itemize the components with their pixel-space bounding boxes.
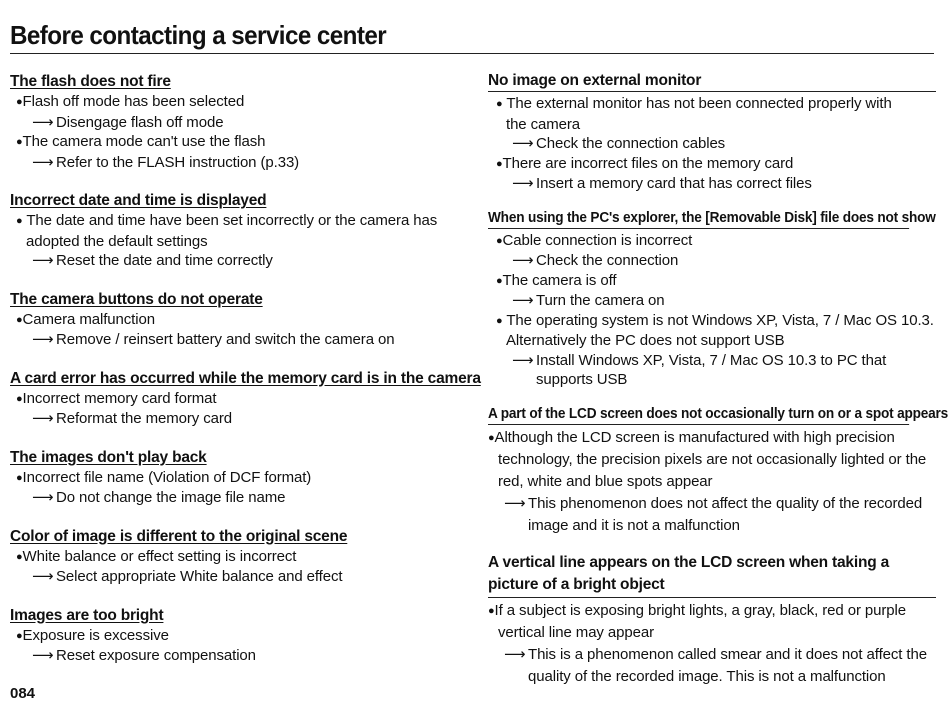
troubleshoot-line [488, 351, 936, 371]
bullet-icon: ● [16, 136, 23, 148]
right-column [488, 72, 949, 688]
line-text: Turn the camera on [536, 292, 665, 309]
troubleshoot-line [488, 311, 936, 332]
troubleshoot-line [10, 626, 470, 647]
section-heading: A part of the LCD screen does not occasionally turn on or a spot appears [488, 405, 909, 425]
line-text: supports USB [536, 371, 628, 388]
troubleshoot-line [488, 94, 936, 115]
section-gap [488, 537, 936, 552]
section-gap [10, 587, 470, 606]
line-text: Camera malfunction [22, 310, 155, 328]
section [10, 606, 470, 666]
section-heading: Incorrect date and time is displayed [10, 192, 267, 209]
bullet-icon: ● [496, 274, 503, 287]
troubleshoot-line [488, 251, 936, 271]
bullet-icon: ● [16, 215, 23, 227]
title-divider [10, 53, 934, 54]
arrow-icon: ⟶ [32, 113, 54, 131]
troubleshoot-line [10, 113, 470, 133]
troubleshoot-line [10, 547, 470, 568]
line-text: Insert a memory card that has correct files [536, 175, 812, 192]
section-gap [10, 271, 470, 290]
line-text: If a subject is exposing bright lights, a gray, black, red or purple [494, 601, 907, 619]
line-text: Select appropriate White balance and effect [56, 568, 343, 585]
line-text: The external monitor has not been connected properly with [502, 95, 892, 112]
section [488, 552, 936, 688]
troubleshoot-line [488, 600, 936, 622]
section [10, 72, 470, 172]
troubleshoot-line [10, 488, 470, 508]
bullet-icon: ● [496, 98, 503, 110]
troubleshoot-line [10, 310, 470, 331]
arrow-icon: ⟶ [32, 153, 54, 171]
troubleshoot-line [10, 468, 470, 489]
section [10, 448, 470, 508]
line-text: There are incorrect files on the memory card [502, 154, 794, 172]
bullet-icon: ● [16, 313, 23, 326]
troubleshoot-line [488, 331, 936, 351]
troubleshoot-line [10, 251, 470, 271]
troubleshoot-line [488, 174, 936, 194]
bullet-icon: ● [16, 550, 23, 563]
line-text: This phenomenon does not affect the quality of the recorded [528, 494, 923, 512]
troubleshoot-line [488, 449, 936, 471]
troubleshoot-line [10, 92, 470, 113]
section-heading: No image on external monitor [488, 72, 936, 92]
troubleshoot-line [488, 427, 936, 449]
line-text: The operating system is not Windows XP, Vista, 7 / Mac OS 10.3. [502, 311, 934, 329]
line-text: White balance or effect setting is incorrect [22, 547, 297, 565]
line-text: Alternatively the PC does not support USB [506, 332, 785, 349]
section-heading: The camera buttons do not operate [10, 290, 263, 308]
arrow-icon: ⟶ [32, 568, 54, 585]
bullet-icon: ● [496, 234, 503, 247]
line-text: Reset the date and time correctly [56, 252, 273, 269]
arrow-icon: ⟶ [32, 410, 54, 427]
line-text: Install Windows XP, Vista, 7 / Mac OS 10.3 to PC that [536, 351, 887, 369]
section [488, 72, 936, 194]
line-text: The camera mode can't use the flash [22, 133, 266, 150]
line-text: The date and time have been set incorrectly or the camera has [22, 212, 438, 229]
section-gap [488, 194, 936, 209]
troubleshoot-line [488, 271, 936, 292]
section-heading: Color of image is different to the original scene [10, 527, 348, 545]
arrow-icon: ⟶ [504, 645, 526, 663]
troubleshoot-line [488, 291, 936, 311]
troubleshoot-line [488, 154, 936, 175]
section [488, 405, 949, 537]
section-gap [10, 429, 470, 448]
line-text: Remove / reinsert battery and switch the camera on [56, 331, 395, 348]
troubleshoot-line [488, 115, 936, 135]
troubleshoot-line [10, 132, 470, 153]
section-gap [10, 508, 470, 527]
line-text: Do not change the image file name [56, 489, 286, 506]
left-column [10, 72, 481, 666]
troubleshoot-line [10, 389, 470, 410]
line-text: vertical line may appear [498, 623, 655, 641]
troubleshoot-line [488, 515, 936, 537]
line-text: image and it is not a malfunction [528, 516, 740, 534]
troubleshoot-line [488, 471, 936, 493]
line-text: Reset exposure compensation [56, 647, 256, 664]
section-heading: When using the PC's explorer, the [Removable Disk] file does not show [488, 209, 909, 229]
arrow-icon: ⟶ [512, 292, 534, 309]
troubleshoot-line [10, 330, 470, 350]
troubleshoot-line [488, 370, 936, 390]
line-text: Reformat the memory card [56, 410, 232, 427]
section [10, 290, 470, 350]
section-heading: The images don't play back [10, 448, 207, 466]
bullet-icon: ● [16, 629, 23, 642]
bullet-icon: ● [496, 157, 503, 170]
line-text: Exposure is excessive [22, 626, 169, 644]
line-text: the camera [506, 115, 581, 133]
troubleshoot-line [10, 232, 470, 252]
line-text: adopted the default settings [26, 232, 208, 250]
section-gap [488, 390, 936, 405]
line-text: red, white and blue spots appear [498, 472, 713, 490]
page-number: 084 [10, 685, 36, 702]
troubleshoot-line [488, 666, 936, 688]
section-heading: A vertical line appears on the LCD screen when taking a picture of a bright object [488, 552, 936, 598]
troubleshoot-line [488, 134, 936, 154]
bullet-icon: ● [16, 96, 23, 108]
arrow-icon: ⟶ [504, 494, 526, 512]
section-heading: A card error has occurred while the memory card is in the camera [10, 369, 481, 387]
line-text: The camera is off [502, 271, 617, 289]
arrow-icon: ⟶ [512, 175, 534, 192]
line-text: Check the connection [536, 252, 679, 269]
section-heading: The flash does not fire [10, 73, 171, 90]
arrow-icon: ⟶ [512, 252, 534, 269]
line-text: Incorrect memory card format [22, 389, 217, 407]
section-gap [10, 172, 470, 191]
arrow-icon: ⟶ [512, 135, 534, 152]
line-text: quality of the recorded image. This is not a malfunction [528, 667, 886, 685]
section-gap [10, 350, 470, 369]
line-text: Check the connection cables [536, 135, 726, 152]
arrow-icon: ⟶ [32, 331, 54, 348]
bullet-icon: ● [16, 392, 23, 405]
arrow-icon: ⟶ [512, 351, 534, 369]
section [10, 191, 470, 271]
troubleshoot-line [488, 644, 936, 666]
section-heading: Images are too bright [10, 606, 164, 624]
bullet-icon: ● [488, 431, 495, 444]
arrow-icon: ⟶ [32, 489, 54, 506]
troubleshoot-line [488, 622, 936, 644]
line-text: technology, the precision pixels are not occasionally lighted or the [498, 450, 927, 468]
section [10, 369, 481, 429]
line-text: Although the LCD screen is manufactured with high precision [494, 428, 895, 446]
troubleshoot-line [488, 231, 936, 252]
troubleshoot-line [10, 646, 470, 666]
arrow-icon: ⟶ [32, 647, 54, 664]
line-text: Cable connection is incorrect [502, 231, 693, 249]
line-text: This is a phenomenon called smear and it does not affect the [528, 645, 927, 663]
troubleshoot-line [10, 211, 470, 232]
section [10, 527, 470, 587]
line-text: Refer to the FLASH instruction (p.33) [56, 153, 300, 171]
troubleshoot-line [10, 409, 470, 429]
troubleshoot-line [10, 153, 470, 173]
arrow-icon: ⟶ [32, 252, 54, 269]
line-text: Disengage flash off mode [56, 113, 224, 131]
section [488, 209, 936, 390]
line-text: Flash off mode has been selected [22, 93, 245, 110]
troubleshoot-line [488, 493, 936, 515]
troubleshoot-line [10, 567, 470, 587]
bullet-icon: ● [488, 604, 495, 617]
bullet-icon: ● [16, 471, 23, 484]
line-text: Incorrect file name (Violation of DCF format) [22, 468, 312, 486]
page-title: Before contacting a service center [10, 20, 387, 50]
bullet-icon: ● [496, 314, 503, 327]
